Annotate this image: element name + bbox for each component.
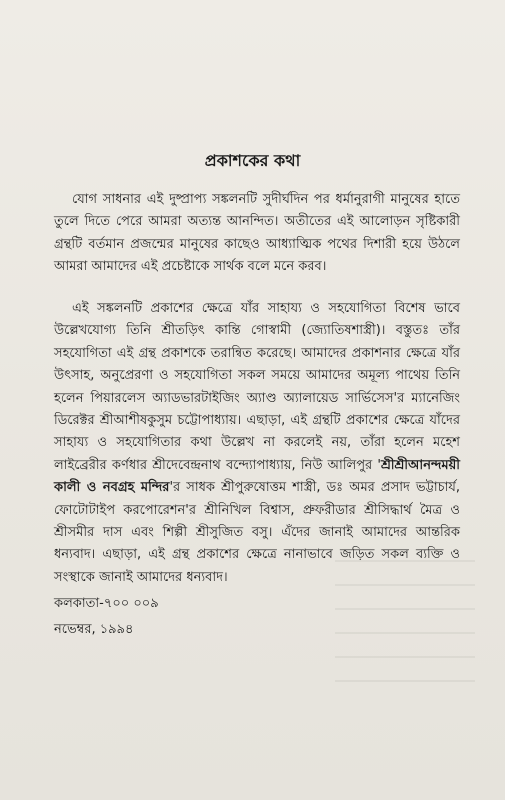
signature-date: নভেম্বর, ১৯৯৪ <box>54 622 134 637</box>
paragraph-intro: যোগ সাধনার এই দুষ্প্রাপ্য সঙ্কলনটি সুদীর্ঘদিন পর ধর্মানুরাগী মানুষের হাতে তুলে দিতে পেরে আমরা অত্যন্ত আনন্দিত। অতীতের এই আলোড়ন সৃষ্টিকারী গ্রন্থটি বর্তমান প্রজন্মের মানুষের কাছেও আধ্যাত্মিক পথের দিশারী হয়ে উঠলে আমরা আমাদের এই প্রচেষ্টাকে সার্থক বলে মনে করব। <box>54 192 460 275</box>
temple-name-bold: শ্রীশ্রীআনন্দময়ী কালী ও নবগ্রহ মন্দির <box>54 457 460 496</box>
paragraph-acknowledgements <box>54 298 460 589</box>
page-title: প্রকাশকের কথা <box>204 151 301 170</box>
acknowledgements-text-part2: 'র সাধক শ্রীপুরুষোত্তম শাস্ত্রী, ডঃ অমর প্রসাদ ভট্টাচার্য, ফোটোটাইপ করপোরেশন'র শ্রীনিখিল বিশ্বাস, প্রুফরীডার শ্রীসিদ্ধার্থ মৈত্র ও শ্রীসমীর দাস এবং শিল্পী শ্রীসুজিত বসু। এঁদের জানাই আমাদের আন্তরিক ধন্যবাদ। এছাড়া, এই গ্রন্থ প্রকাশের ক্ষেত্রে নানাভাবে জড়িত সকল ব্যক্তি ও সংস্থাকে জানাই আমাদের ধন্যবাদ। <box>54 480 460 585</box>
acknowledgements-text-part1: এই সঙ্কলনটি প্রকাশের ক্ষেত্রে যাঁর সাহায্য ও সহযোগিতা বিশেষ ভাবে উল্লেখযোগ্য তিনি শ্রীতড়িৎ কান্তি গোস্বামী (জ্যোতিষশাস্ত্রী)। বস্তুতঃ তাঁর সহযোগিতা এই গ্রন্থ প্রকাশকে তরান্বিত করেছে। আমাদের প্রকাশনার ক্ষেত্রে যাঁর উৎসাহ, অনুপ্রেরণা ও সহযোগিতা সকল সময়ে আমাদের অমূল্য পাথেয় তিনি হলেন পিয়ারলেস অ্যাডভারটাইজিং অ্যাণ্ড অ্যালায়েড সার্ভিসেস'র ম্যানেজিং ডিরেক্টর শ্রীআশীষকুসুম চট্টোপাধ্যায়। এছাড়া, এই গ্রন্থটি প্রকাশের ক্ষেত্রে যাঁদের সাহায্য ও সহযোগিতার কথা উল্লেখ না করলেই নয়, তাঁরা হলেন মহেশ লাইব্রেরীর কর্ণধার শ্রীদেবেন্দ্রনাথ বন্দ্যোপাধ্যায়, নিউ আলিপুর ' <box>54 301 460 473</box>
signature-place: কলকাতা-৭০০ ০০৯ <box>54 596 159 611</box>
